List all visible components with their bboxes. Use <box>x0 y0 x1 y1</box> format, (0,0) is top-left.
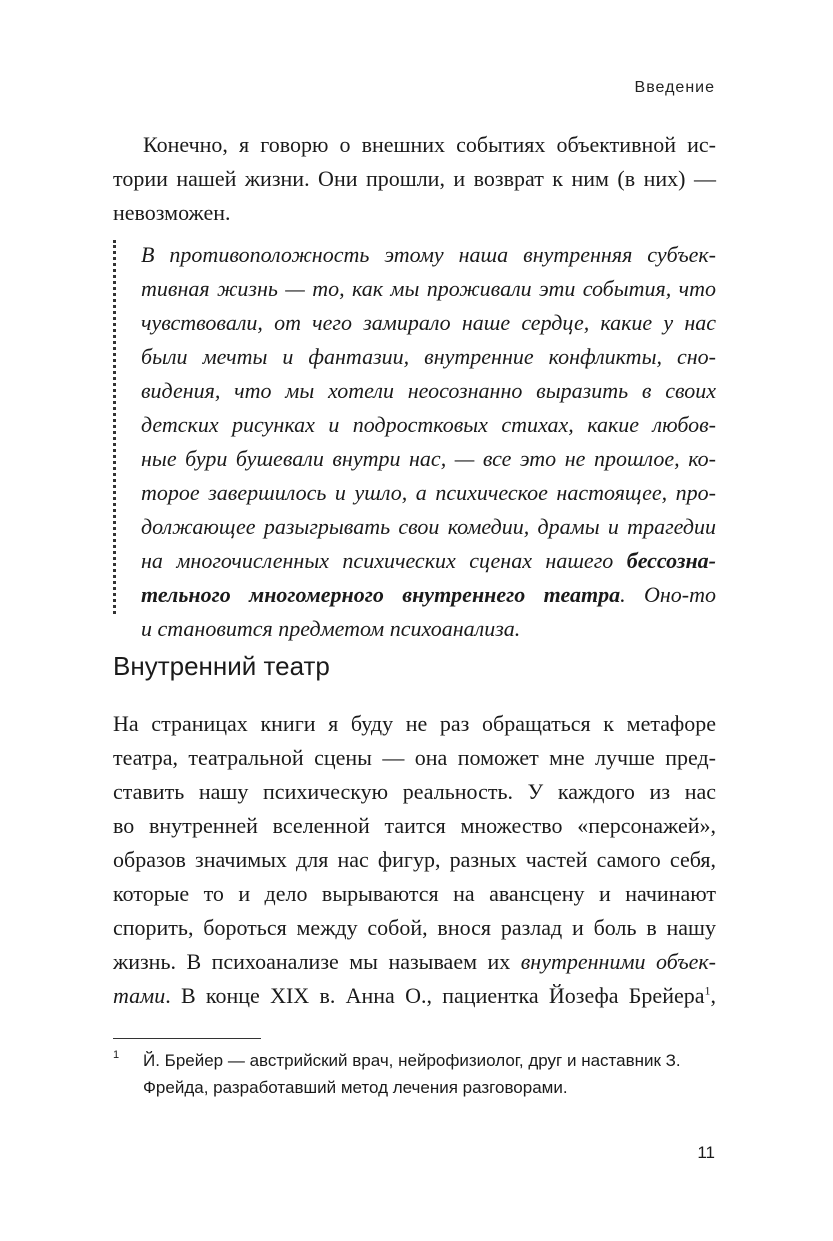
running-head: Введение <box>634 79 715 96</box>
paragraph-text-run: . В конце XIX в. Анна О., пациентка Йозефа Брейера <box>165 983 705 1008</box>
block-quote <box>113 238 716 641</box>
quote-bold-run: тельного многомерного внутреннего театра <box>141 582 621 607</box>
paragraph-text-run: , <box>710 983 716 1008</box>
footnote-reference[interactable]: 1 <box>704 983 711 998</box>
paragraph-line: невозможен. <box>113 200 231 225</box>
footnote-text: Й. Брейер — австрийский врач, нейрофизиолог, друг и наставник З. Фрейда, разработавший метод лечения разговорами. <box>143 1051 681 1097</box>
quote-line: детских рисунках и подростковых стихах, какие любов- <box>141 412 716 437</box>
quote-line <box>141 578 716 612</box>
dotted-quote-rule <box>113 240 116 614</box>
paragraph-line: Конечно, я говорю о внешних событиях объективной ис- <box>143 132 716 157</box>
quote-line: и становится предметом психоанализа. <box>141 616 521 641</box>
footnote-divider <box>113 1038 261 1039</box>
quote-line <box>141 544 716 578</box>
paragraph-line <box>113 979 716 1013</box>
section-heading: Внутренний театр <box>113 651 330 681</box>
paragraph-italic-run: внутренними объек- <box>520 949 717 974</box>
paragraph-intro <box>113 128 716 230</box>
quote-text-run: на многочисленных психических сценах нашего <box>141 548 627 573</box>
quote-bold-run: бессозна- <box>626 548 716 573</box>
paragraph-line: которые то и дело вырываются на авансцену и начинают <box>113 881 716 906</box>
paragraph-line: спорить, бороться между собой, внося разлад и боль в нашу <box>113 915 716 940</box>
quote-line: ные бури бушевали внутри нас, — все это не прошлое, ко- <box>141 446 716 471</box>
quote-line: видения, что мы хотели неосознанно выразить в своих <box>141 378 716 403</box>
quote-line: тивная жизнь — то, как мы проживали эти события, что <box>141 276 716 301</box>
paragraph-line: ставить нашу психическую реальность. У каждого из нас <box>113 779 716 804</box>
paragraph-text-run: жизнь. В психоанализе мы называем их <box>113 949 521 974</box>
paragraph-italic-run: тами <box>113 983 166 1008</box>
footnote-marker: 1 <box>113 1049 120 1061</box>
paragraph-line: тории нашей жизни. Они прошли, и возврат к ним (в них) — <box>113 166 716 191</box>
quote-text-run: . Оно-то <box>620 582 716 607</box>
quote-line: В противоположность этому наша внутренняя субъек- <box>141 242 716 267</box>
paragraph-line: театра, театральной сцены — она поможет мне лучше пред- <box>113 745 716 770</box>
quote-text <box>141 238 716 646</box>
paragraph-theatre <box>113 707 716 1013</box>
quote-line: чувствовали, от чего замирало наше сердце, какие у нас <box>141 310 716 335</box>
paragraph-line: во внутренней вселенной таится множество «персонажей», <box>113 813 716 838</box>
quote-line: должающее разыгрывать свои комедии, драмы и трагедии <box>141 514 716 539</box>
quote-line: были мечты и фантазии, внутренние конфликты, сно- <box>141 344 716 369</box>
paragraph-line: образов значимых для нас фигур, разных частей самого себя, <box>113 847 716 872</box>
paragraph-line: На страницах книги я буду не раз обращаться к метафоре <box>113 711 716 736</box>
page-number: 11 <box>697 1143 715 1162</box>
paragraph-line <box>113 945 716 979</box>
quote-line: торое завершилось и ушло, а психическое настоящее, про- <box>141 480 716 505</box>
